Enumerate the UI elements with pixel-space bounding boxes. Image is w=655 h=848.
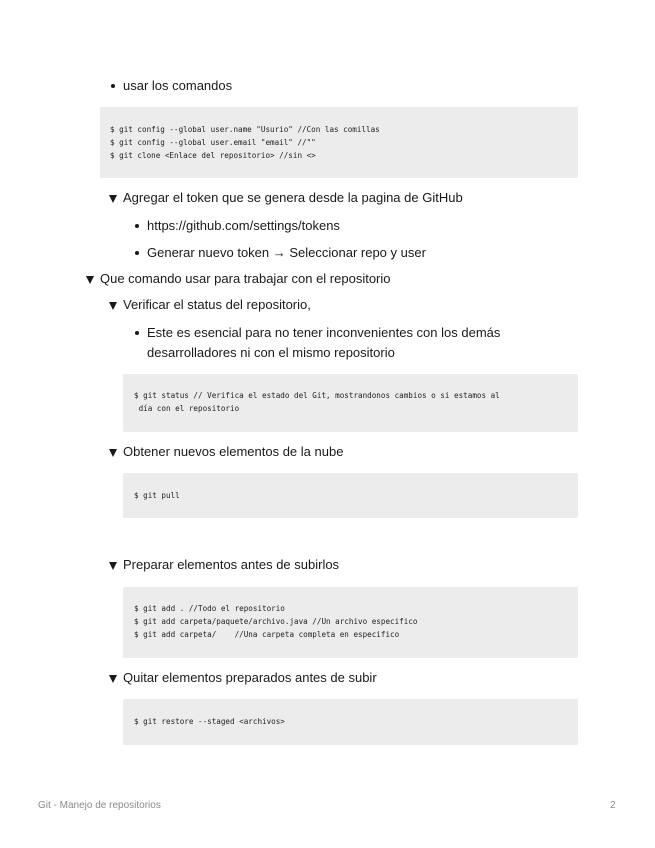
list-item-status-note-cont: desarrolladores ni con el mismo repositorio	[147, 345, 395, 360]
code-block-config	[100, 107, 578, 178]
code-line: $ git add carpeta/ //Una carpeta completa en especifico	[134, 630, 400, 639]
code-line: $ git add carpeta/paquete/archivo.java //Un archivo especifico	[134, 617, 418, 626]
toggle-heading-token[interactable]: Agregar el token que se genera desde la pagina de GitHub	[123, 190, 463, 205]
collapse-triangle-icon[interactable]	[109, 675, 117, 683]
collapse-triangle-icon[interactable]	[109, 302, 117, 310]
collapse-triangle-icon[interactable]	[109, 195, 117, 203]
code-block-pull	[123, 473, 578, 518]
code-line: $ git add . //Todo el repositorio	[134, 604, 285, 613]
list-item-token-steps: Generar nuevo token → Seleccionar repo y user	[147, 245, 426, 260]
collapse-triangle-icon[interactable]	[109, 562, 117, 570]
toggle-heading-comando[interactable]: Que comando usar para trabajar con el repositorio	[100, 271, 391, 286]
code-line: $ git clone <Enlace del repositorio> //sin <>	[110, 151, 316, 160]
bullet-dot	[111, 84, 115, 88]
code-line: $ git config --global user.email "email" //""	[110, 138, 316, 147]
code-block-restore	[123, 699, 578, 745]
toggle-heading-status[interactable]: Verificar el status del repositorio,	[123, 297, 311, 312]
link-github-tokens[interactable]: https://github.com/settings/tokens	[147, 218, 340, 233]
code-line: $ git restore --staged <archivos>	[134, 717, 285, 726]
toggle-heading-pull[interactable]: Obtener nuevos elementos de la nube	[123, 444, 344, 459]
bullet-dot	[135, 224, 139, 228]
page-number: 2	[610, 800, 616, 811]
list-item-status-note: Este es esencial para no tener inconvenientes con los demás	[147, 325, 501, 340]
code-line: día con el repositorio	[134, 404, 240, 413]
collapse-triangle-icon[interactable]	[109, 449, 117, 457]
toggle-heading-add[interactable]: Preparar elementos antes de subirlos	[123, 557, 340, 572]
bullet-dot	[135, 251, 139, 255]
footer-title: Git - Manejo de repositorios	[38, 800, 161, 811]
code-line: $ git status // Verifica el estado del Git, mostrandonos cambios o si estamos al	[134, 391, 500, 400]
code-block-add	[123, 587, 578, 658]
toggle-heading-restore[interactable]: Quitar elementos preparados antes de subir	[123, 670, 377, 685]
collapse-triangle-icon[interactable]	[86, 276, 94, 284]
bullet-dot	[135, 331, 139, 335]
code-block-status	[123, 374, 578, 432]
code-line: $ git pull	[134, 491, 180, 500]
list-item-usar-comandos: usar los comandos	[123, 78, 233, 93]
code-line: $ git config --global user.name "Usurio" //Con las comillas	[110, 125, 380, 134]
